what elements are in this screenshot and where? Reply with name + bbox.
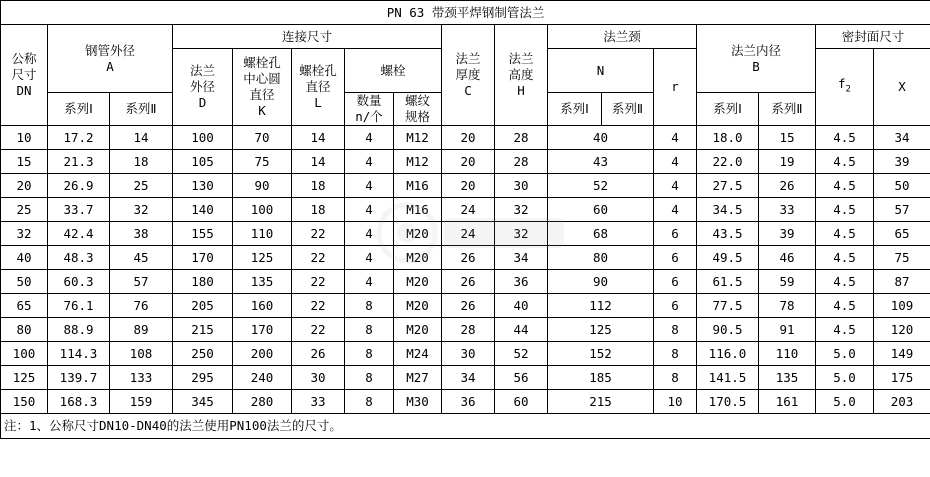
cell-bolt-qty: 8 <box>345 294 394 318</box>
cell-bolt-hole: 22 <box>292 318 345 342</box>
cell-seal-x: 109 <box>874 294 930 318</box>
cell-bolt-hole: 14 <box>292 126 345 150</box>
cell-dn: 150 <box>1 390 48 414</box>
cell-bore-series1: 141.5 <box>697 366 759 390</box>
header-pipe-od-series2: 系列Ⅱ <box>110 93 173 126</box>
cell-neck-r: 8 <box>654 318 697 342</box>
cell-bore-series1: 90.5 <box>697 318 759 342</box>
cell-bore-series1: 22.0 <box>697 150 759 174</box>
cell-bore-series2: 59 <box>759 270 816 294</box>
cell-neck-n: 43 <box>548 150 654 174</box>
cell-seal-f2: 4.5 <box>816 246 874 270</box>
cell-seal-f2: 4.5 <box>816 222 874 246</box>
header-bore-series2: 系列Ⅱ <box>759 93 816 126</box>
cell-flange-od: 180 <box>173 270 233 294</box>
cell-seal-f2: 4.5 <box>816 150 874 174</box>
cell-flange-od: 105 <box>173 150 233 174</box>
cell-flange-od: 100 <box>173 126 233 150</box>
table-row <box>1 198 930 222</box>
cell-bolt-circle: 75 <box>233 150 292 174</box>
table-note: 注：1、公称尺寸DN10-DN40的法兰使用PN100法兰的尺寸。 <box>1 414 930 439</box>
cell-bolt-circle: 170 <box>233 318 292 342</box>
cell-bolt-circle: 125 <box>233 246 292 270</box>
header-bolt-circle: 螺栓孔 中心圆 直径 K <box>233 49 292 126</box>
cell-bolt-circle: 70 <box>233 126 292 150</box>
header-pipe-od-series1: 系列Ⅰ <box>48 93 110 126</box>
cell-seal-x: 149 <box>874 342 930 366</box>
cell-pipe-od-series2: 45 <box>110 246 173 270</box>
header-bore-series1: 系列Ⅰ <box>697 93 759 126</box>
cell-pipe-od-series1: 21.3 <box>48 150 110 174</box>
cell-bolt-qty: 4 <box>345 174 394 198</box>
cell-seal-x: 75 <box>874 246 930 270</box>
cell-seal-f2: 4.5 <box>816 174 874 198</box>
cell-flange-thickness: 34 <box>442 366 495 390</box>
cell-pipe-od-series1: 48.3 <box>48 246 110 270</box>
cell-flange-thickness: 20 <box>442 174 495 198</box>
cell-pipe-od-series1: 114.3 <box>48 342 110 366</box>
cell-flange-height: 28 <box>495 126 548 150</box>
cell-seal-x: 203 <box>874 390 930 414</box>
cell-flange-height: 56 <box>495 366 548 390</box>
cell-bore-series2: 78 <box>759 294 816 318</box>
cell-seal-f2: 4.5 <box>816 294 874 318</box>
cell-bolt-qty: 8 <box>345 390 394 414</box>
cell-bore-series2: 135 <box>759 366 816 390</box>
cell-seal-f2: 4.5 <box>816 270 874 294</box>
cell-bolt-qty: 4 <box>345 222 394 246</box>
header-sealing: 密封面尺寸 <box>816 25 930 49</box>
cell-neck-n: 40 <box>548 126 654 150</box>
header-bolt-qty: 数量 n/个 <box>345 93 394 126</box>
header-seal-f2 <box>816 49 874 126</box>
cell-bolt-hole: 22 <box>292 294 345 318</box>
cell-flange-height: 52 <box>495 342 548 366</box>
cell-bore-series1: 27.5 <box>697 174 759 198</box>
cell-bore-series1: 116.0 <box>697 342 759 366</box>
cell-flange-od: 155 <box>173 222 233 246</box>
cell-dn: 20 <box>1 174 48 198</box>
cell-flange-od: 205 <box>173 294 233 318</box>
cell-bolt-qty: 4 <box>345 198 394 222</box>
table-row <box>1 294 930 318</box>
cell-pipe-od-series1: 88.9 <box>48 318 110 342</box>
cell-bolt-hole: 26 <box>292 342 345 366</box>
cell-neck-r: 6 <box>654 294 697 318</box>
table-row <box>1 222 930 246</box>
cell-bolt-thread: M20 <box>394 246 442 270</box>
header-neck-n: N <box>548 49 654 93</box>
cell-bore-series1: 18.0 <box>697 126 759 150</box>
cell-bolt-hole: 22 <box>292 222 345 246</box>
cell-flange-thickness: 26 <box>442 294 495 318</box>
cell-bolt-thread: M20 <box>394 318 442 342</box>
cell-bolt-thread: M16 <box>394 174 442 198</box>
cell-bolt-thread: M12 <box>394 126 442 150</box>
cell-pipe-od-series2: 159 <box>110 390 173 414</box>
cell-seal-f2: 5.0 <box>816 390 874 414</box>
header-neck-n-series2: 系列Ⅱ <box>602 93 654 126</box>
header-pipe-od: 钢管外径 A <box>48 25 173 93</box>
cell-neck-n: 215 <box>548 390 654 414</box>
cell-dn: 65 <box>1 294 48 318</box>
cell-bolt-qty: 4 <box>345 246 394 270</box>
cell-seal-f2: 4.5 <box>816 126 874 150</box>
cell-flange-thickness: 26 <box>442 246 495 270</box>
cell-bolt-hole: 22 <box>292 246 345 270</box>
cell-flange-od: 170 <box>173 246 233 270</box>
table-row <box>1 342 930 366</box>
cell-neck-r: 8 <box>654 342 697 366</box>
cell-flange-od: 295 <box>173 366 233 390</box>
header-connection: 连接尺寸 <box>173 25 442 49</box>
cell-bolt-qty: 4 <box>345 126 394 150</box>
cell-pipe-od-series2: 25 <box>110 174 173 198</box>
cell-dn: 40 <box>1 246 48 270</box>
cell-pipe-od-series2: 76 <box>110 294 173 318</box>
header-bolt-hole: 螺栓孔 直径 L <box>292 49 345 126</box>
table-row <box>1 150 930 174</box>
cell-bolt-hole: 30 <box>292 366 345 390</box>
table-title: PN 63 带颈平焊钢制管法兰 <box>1 1 930 25</box>
cell-neck-r: 4 <box>654 126 697 150</box>
cell-bolt-thread: M27 <box>394 366 442 390</box>
cell-bolt-circle: 90 <box>233 174 292 198</box>
cell-pipe-od-series2: 133 <box>110 366 173 390</box>
cell-bore-series1: 77.5 <box>697 294 759 318</box>
cell-bolt-hole: 33 <box>292 390 345 414</box>
table-row <box>1 318 930 342</box>
cell-flange-height: 30 <box>495 174 548 198</box>
header-neck-n-series1: 系列Ⅰ <box>548 93 602 126</box>
table-row <box>1 126 930 150</box>
cell-pipe-od-series1: 42.4 <box>48 222 110 246</box>
cell-pipe-od-series2: 32 <box>110 198 173 222</box>
cell-neck-r: 4 <box>654 198 697 222</box>
cell-neck-r: 8 <box>654 366 697 390</box>
cell-flange-height: 60 <box>495 390 548 414</box>
header-flange-od: 法兰 外径 D <box>173 49 233 126</box>
cell-neck-n: 68 <box>548 222 654 246</box>
cell-neck-n: 185 <box>548 366 654 390</box>
cell-bolt-qty: 4 <box>345 270 394 294</box>
cell-bore-series2: 39 <box>759 222 816 246</box>
cell-seal-x: 34 <box>874 126 930 150</box>
cell-seal-f2: 4.5 <box>816 318 874 342</box>
cell-flange-height: 40 <box>495 294 548 318</box>
cell-neck-r: 6 <box>654 270 697 294</box>
cell-neck-n: 60 <box>548 198 654 222</box>
cell-bolt-thread: M16 <box>394 198 442 222</box>
cell-bore-series1: 34.5 <box>697 198 759 222</box>
cell-bolt-thread: M12 <box>394 150 442 174</box>
cell-bolt-hole: 22 <box>292 270 345 294</box>
cell-bolt-qty: 8 <box>345 318 394 342</box>
cell-dn: 50 <box>1 270 48 294</box>
cell-bolt-circle: 110 <box>233 222 292 246</box>
cell-flange-thickness: 20 <box>442 150 495 174</box>
cell-pipe-od-series2: 38 <box>110 222 173 246</box>
cell-bore-series2: 110 <box>759 342 816 366</box>
cell-seal-x: 175 <box>874 366 930 390</box>
cell-flange-od: 140 <box>173 198 233 222</box>
cell-neck-n: 112 <box>548 294 654 318</box>
cell-bore-series1: 170.5 <box>697 390 759 414</box>
cell-bolt-thread: M30 <box>394 390 442 414</box>
seal-f-subscript: 2 <box>845 84 851 95</box>
cell-flange-thickness: 20 <box>442 126 495 150</box>
header-neck: 法兰颈 <box>548 25 697 49</box>
cell-bolt-circle: 240 <box>233 366 292 390</box>
cell-bolt-qty: 4 <box>345 150 394 174</box>
table-row <box>1 366 930 390</box>
cell-dn: 10 <box>1 126 48 150</box>
cell-seal-x: 87 <box>874 270 930 294</box>
cell-bolt-thread: M20 <box>394 222 442 246</box>
header-flange-thickness: 法兰 厚度 C <box>442 25 495 126</box>
cell-flange-thickness: 26 <box>442 270 495 294</box>
cell-bolt-circle: 100 <box>233 198 292 222</box>
cell-neck-n: 80 <box>548 246 654 270</box>
cell-bolt-thread: M20 <box>394 294 442 318</box>
cell-flange-height: 44 <box>495 318 548 342</box>
cell-bore-series2: 46 <box>759 246 816 270</box>
cell-pipe-od-series1: 26.9 <box>48 174 110 198</box>
cell-flange-height: 36 <box>495 270 548 294</box>
cell-neck-n: 90 <box>548 270 654 294</box>
cell-dn: 32 <box>1 222 48 246</box>
cell-bolt-circle: 280 <box>233 390 292 414</box>
cell-flange-thickness: 24 <box>442 198 495 222</box>
header-neck-r: r <box>654 49 697 126</box>
cell-bolt-thread: M24 <box>394 342 442 366</box>
cell-dn: 80 <box>1 318 48 342</box>
cell-pipe-od-series2: 89 <box>110 318 173 342</box>
table-row <box>1 174 930 198</box>
cell-neck-r: 6 <box>654 222 697 246</box>
cell-bolt-qty: 8 <box>345 342 394 366</box>
cell-dn: 125 <box>1 366 48 390</box>
cell-bolt-circle: 135 <box>233 270 292 294</box>
cell-neck-r: 6 <box>654 246 697 270</box>
cell-flange-od: 250 <box>173 342 233 366</box>
cell-dn: 100 <box>1 342 48 366</box>
cell-flange-od: 215 <box>173 318 233 342</box>
table-row <box>1 246 930 270</box>
cell-dn: 15 <box>1 150 48 174</box>
cell-flange-thickness: 30 <box>442 342 495 366</box>
cell-bore-series2: 19 <box>759 150 816 174</box>
cell-flange-od: 345 <box>173 390 233 414</box>
seal-f-label: f <box>838 76 846 92</box>
cell-flange-thickness: 24 <box>442 222 495 246</box>
cell-bore-series2: 91 <box>759 318 816 342</box>
header-bolt-thread: 螺纹 规格 <box>394 93 442 126</box>
cell-bore-series1: 61.5 <box>697 270 759 294</box>
cell-pipe-od-series2: 14 <box>110 126 173 150</box>
cell-bore-series2: 26 <box>759 174 816 198</box>
cell-flange-thickness: 36 <box>442 390 495 414</box>
cell-bore-series2: 161 <box>759 390 816 414</box>
cell-bolt-thread: M20 <box>394 270 442 294</box>
cell-pipe-od-series1: 17.2 <box>48 126 110 150</box>
cell-seal-f2: 4.5 <box>816 198 874 222</box>
cell-pipe-od-series2: 108 <box>110 342 173 366</box>
cell-bore-series2: 33 <box>759 198 816 222</box>
cell-seal-f2: 5.0 <box>816 366 874 390</box>
cell-bolt-qty: 8 <box>345 366 394 390</box>
cell-seal-x: 57 <box>874 198 930 222</box>
cell-seal-f2: 5.0 <box>816 342 874 366</box>
header-seal-x: X <box>874 49 930 126</box>
header-bore: 法兰内径 B <box>697 25 816 93</box>
cell-flange-od: 130 <box>173 174 233 198</box>
header-flange-height: 法兰 高度 H <box>495 25 548 126</box>
cell-bolt-hole: 18 <box>292 198 345 222</box>
cell-pipe-od-series1: 76.1 <box>48 294 110 318</box>
cell-bore-series1: 43.5 <box>697 222 759 246</box>
header-nominal-size: 公称 尺寸 DN <box>1 25 48 126</box>
cell-neck-n: 52 <box>548 174 654 198</box>
cell-pipe-od-series2: 57 <box>110 270 173 294</box>
cell-flange-height: 28 <box>495 150 548 174</box>
cell-seal-x: 50 <box>874 174 930 198</box>
cell-flange-height: 32 <box>495 222 548 246</box>
cell-neck-r: 10 <box>654 390 697 414</box>
cell-bolt-circle: 160 <box>233 294 292 318</box>
cell-seal-x: 65 <box>874 222 930 246</box>
cell-flange-thickness: 28 <box>442 318 495 342</box>
cell-pipe-od-series1: 168.3 <box>48 390 110 414</box>
cell-pipe-od-series1: 139.7 <box>48 366 110 390</box>
table-row <box>1 270 930 294</box>
cell-bolt-hole: 14 <box>292 150 345 174</box>
cell-neck-r: 4 <box>654 150 697 174</box>
cell-dn: 25 <box>1 198 48 222</box>
table-row <box>1 390 930 414</box>
cell-neck-n: 125 <box>548 318 654 342</box>
cell-neck-n: 152 <box>548 342 654 366</box>
cell-pipe-od-series2: 18 <box>110 150 173 174</box>
cell-pipe-od-series1: 60.3 <box>48 270 110 294</box>
cell-pipe-od-series1: 33.7 <box>48 198 110 222</box>
cell-bore-series1: 49.5 <box>697 246 759 270</box>
cell-seal-x: 120 <box>874 318 930 342</box>
cell-flange-height: 32 <box>495 198 548 222</box>
table-body <box>1 126 930 414</box>
cell-flange-height: 34 <box>495 246 548 270</box>
cell-bolt-hole: 18 <box>292 174 345 198</box>
cell-bore-series2: 15 <box>759 126 816 150</box>
header-bolt: 螺栓 <box>345 49 442 93</box>
cell-bolt-circle: 200 <box>233 342 292 366</box>
cell-neck-r: 4 <box>654 174 697 198</box>
cell-seal-x: 39 <box>874 150 930 174</box>
